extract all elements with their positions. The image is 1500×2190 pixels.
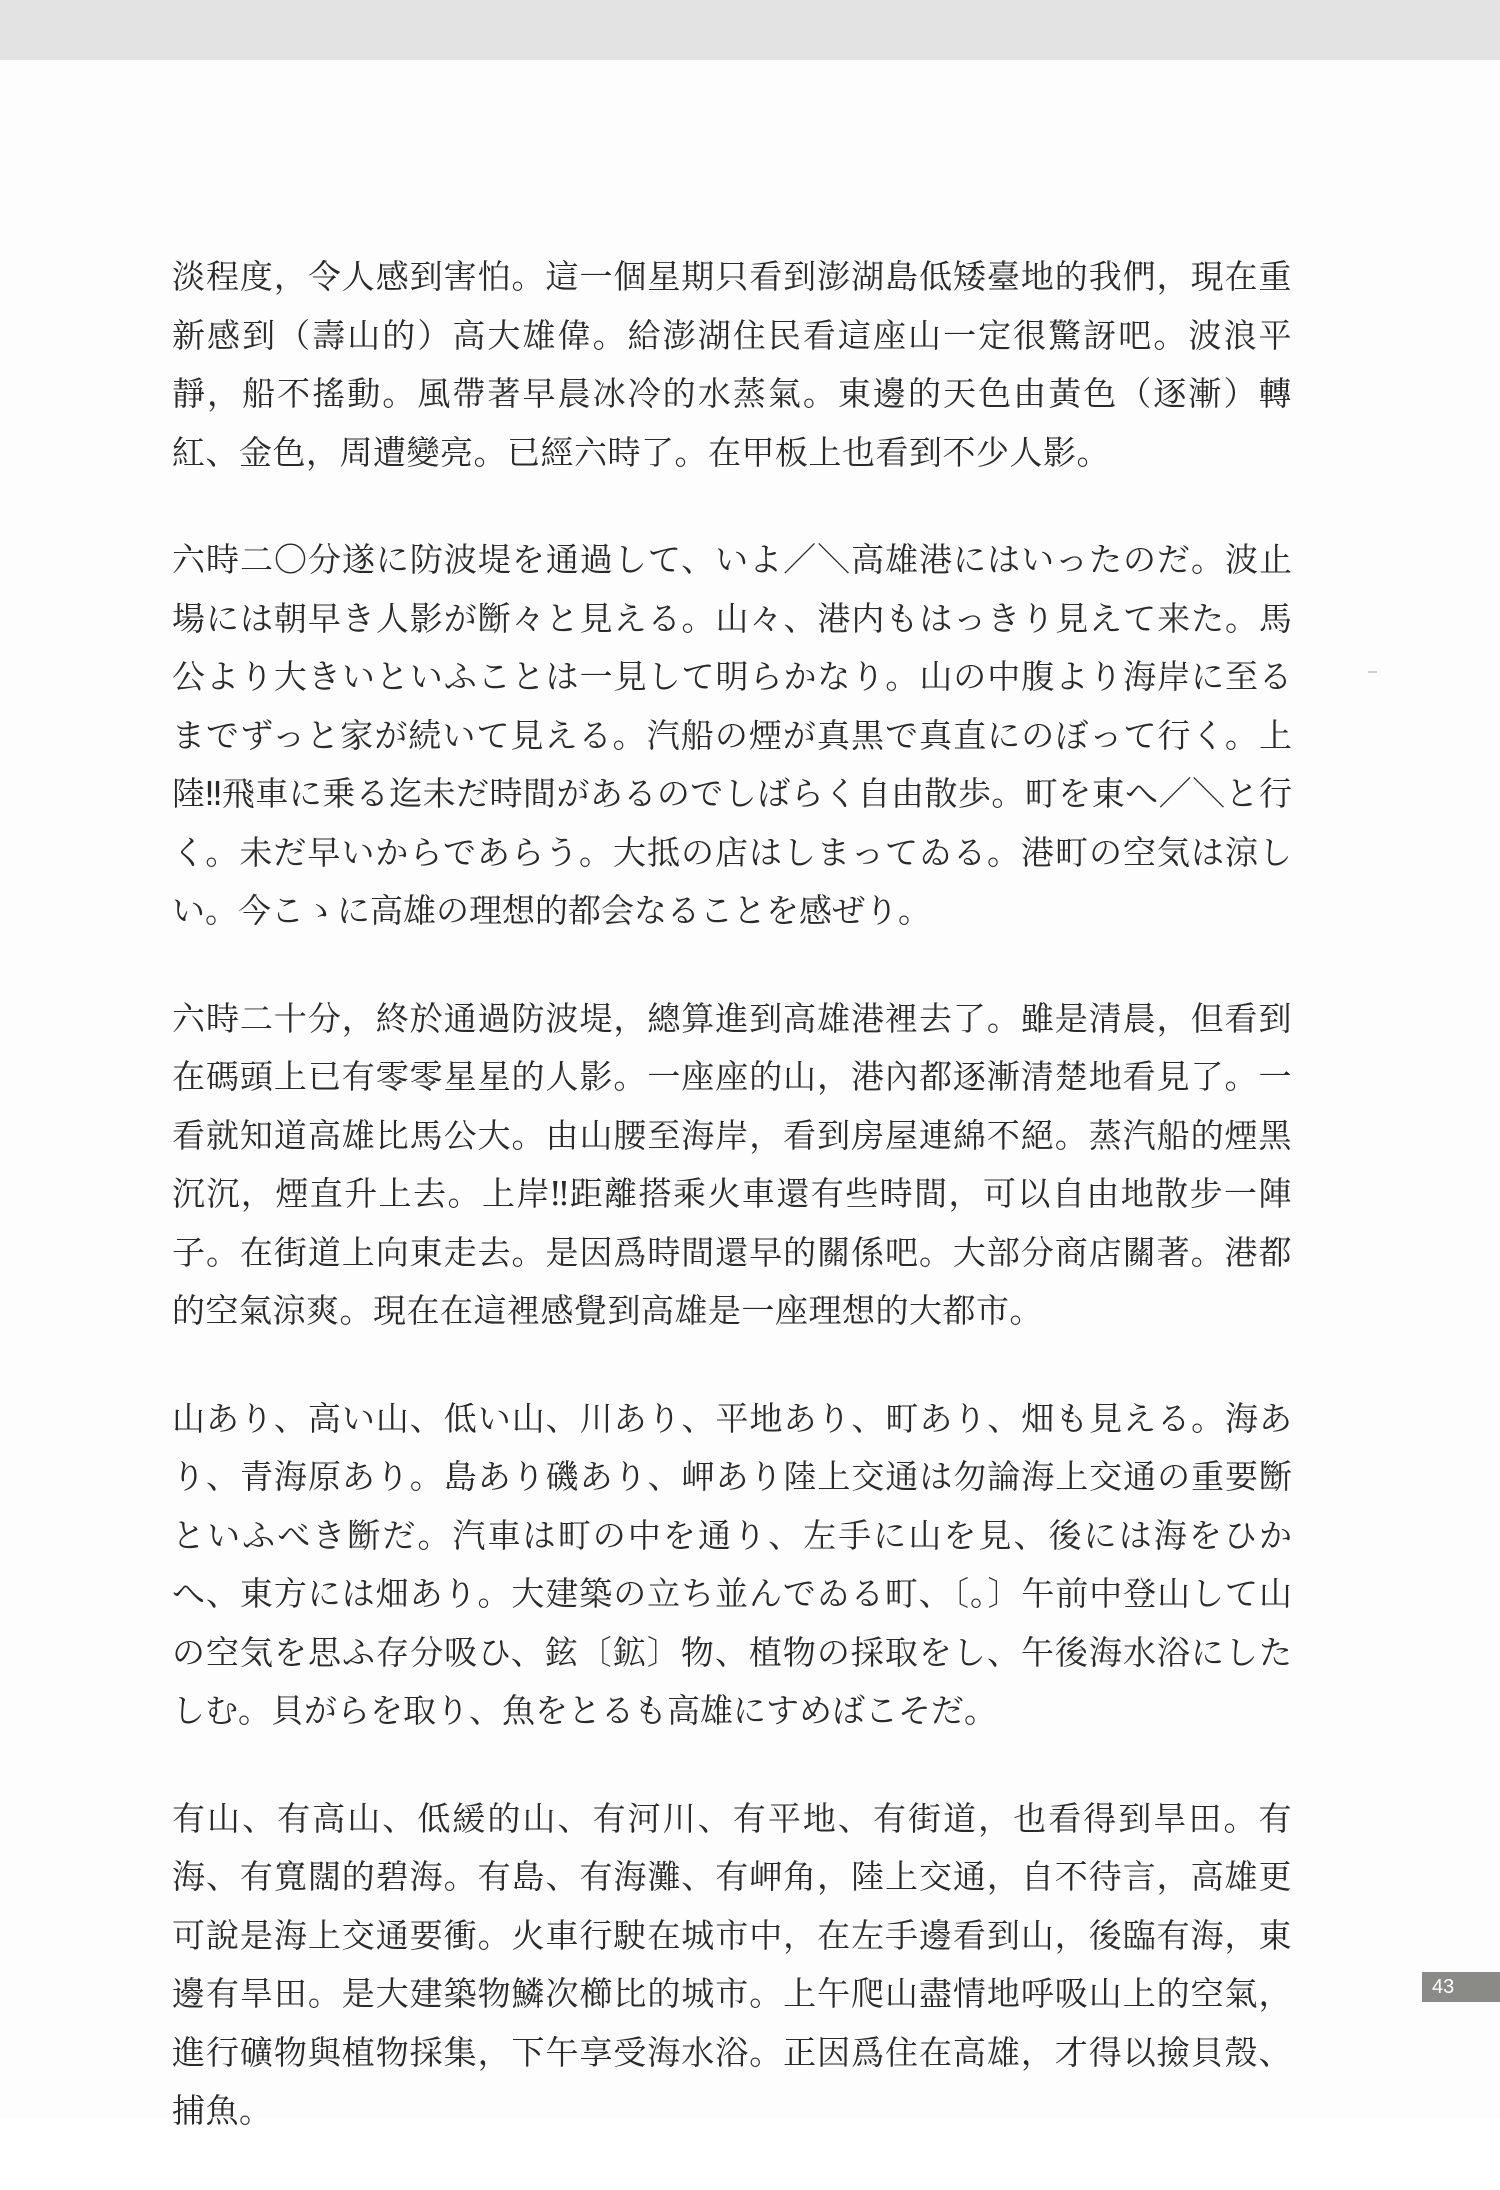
paragraph-5-chinese: 有山、有高山、低緩的山、有河川、有平地、有街道，也看得到旱田。有海、有寬闊的碧海。有島、有海灘、有岬角，陸上交通，自不待言，高雄更可說是海上交通要衝。火車行駛在城市中，在左手邊看到山，後臨有海，東邊有旱田。是大建築物鱗次櫛比的城市。上午爬山盡情地呼吸山上的空氣，進行礦物與植物採集，下午享受海水浴。正因爲住在高雄，才得以撿貝殼、捕魚。 (172, 1798, 1292, 2130)
paragraph-3-chinese: 六時二十分，終於通過防波堤，總算進到高雄港裡去了。雖是清晨，但看到在碼頭上已有零零星星的人影。一座座的山，港內都逐漸清楚地看見了。一看就知道高雄比馬公大。由山腰至海岸，看到房屋連綿不絕。蒸汽船的煙黑沉沉，煙直升上去。上岸‼距離搭乘火車還有些時間，可以自由地散步一陣子。在街道上向東走去。是因爲時間還早的關係吧。大部分商店關著。港都的空氣涼爽。現在在這裡感覺到高雄是一座理想的大都市。 (172, 998, 1292, 1330)
paragraph-1-chinese: 淡程度，令人感到害怕。這一個星期只看到澎湖島低矮臺地的我們，現在重新感到（壽山的）高大雄偉。給澎湖住民看這座山一定很驚訝吧。波浪平靜，船不搖動。風帶著早晨冰冷的水蒸氣。東邊的天色由黃色（逐漸）轉紅、金色，周遭變亮。已經六時了。在甲板上也看到不少人影。 (172, 257, 1292, 472)
margin-mark (1368, 671, 1377, 673)
page-body (172, 248, 1292, 2190)
page-number: 43 (1422, 1972, 1500, 2002)
paragraph-2-japanese: 六時二〇分遂に防波堤を通過して、いよ／＼高雄港にはいったのだ。波止場には朝早き人影が㫁々と見える。山々、港内もはっきり見えて来た。馬公より大きいといふことは一見して明らかなり。山の中腹より海岸に至るまでずっと家が続いて見える。汽船の煙が真黒で真直にのぼって行く。上陸‼飛車に乗る迄未だ時間があるのでしばらく自由散歩。町を東へ／＼と行く。未だ早いからであらう。大抵の店はしまってゐる。港町の空気は涼しい。今こゝに高雄の理想的都会なることを感ぜり。 (172, 540, 1292, 930)
scan-top-band (0, 0, 1500, 60)
paragraph-4-japanese: 山あり、高い山、低い山、川あり、平地あり、町あり、畑も見える。海あり、青海原あり。島あり磯あり、岬あり陸上交通は勿論海上交通の重要㫁といふべき㫁だ。汽車は町の中を通り、左手に山を見、後には海をひかへ、東方には畑あり。大建築の立ち並んでゐる町、〔。〕午前中登山して山の空気を思ふ存分吸ひ、鉉〔鉱〕物、植物の採取をし、午後海水浴にしたしむ。貝がらを取り、魚をとるも高雄にすめばこそだ。 (172, 1398, 1292, 1730)
